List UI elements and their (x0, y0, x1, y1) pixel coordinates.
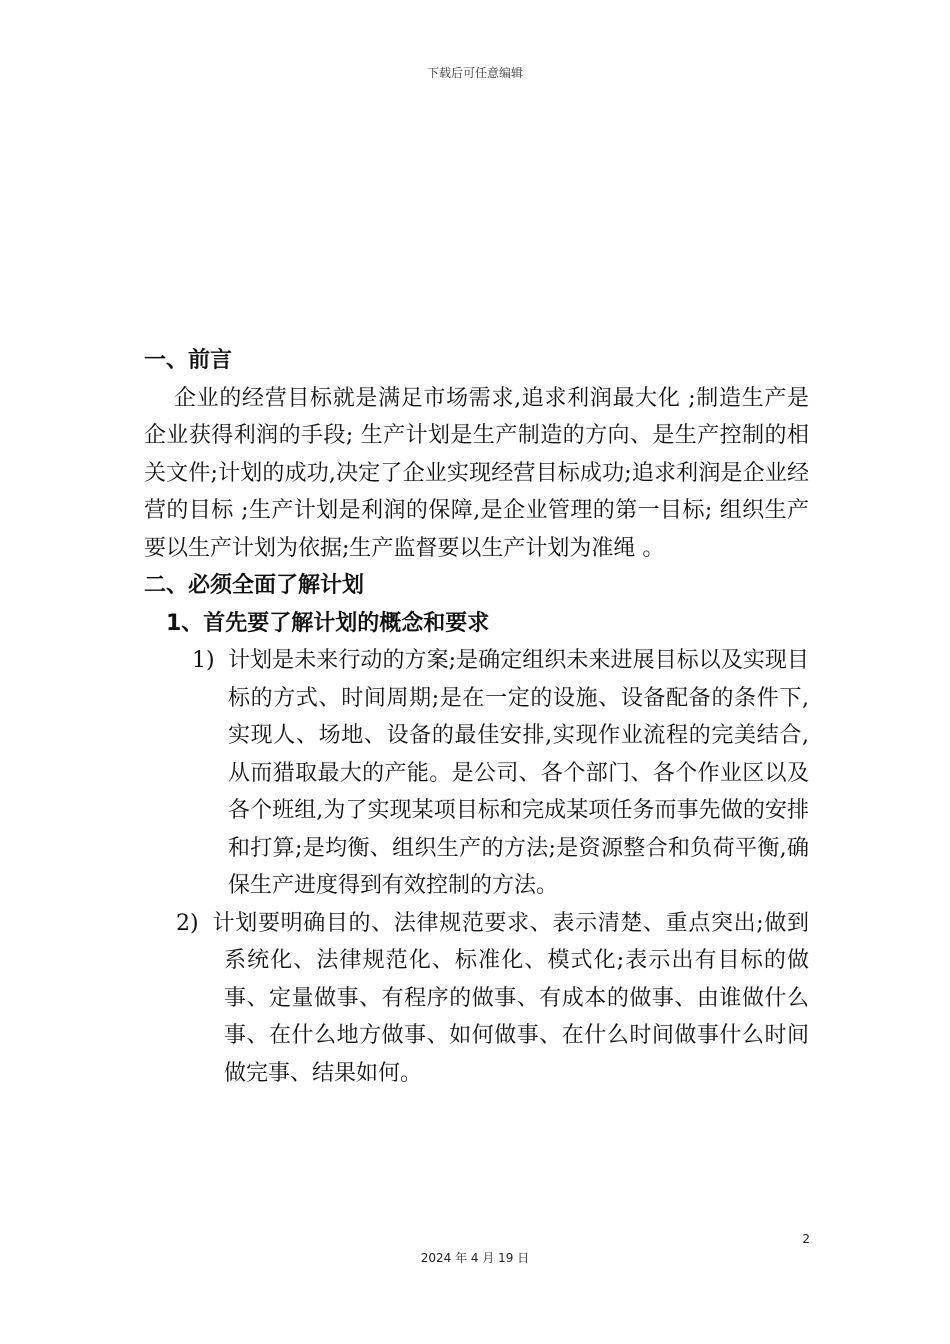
list-item-1-text: 计划是未来行动的方案;是确定组织未来进展目标以及实现目标的方式、时间周期;是在一定的设施、设备配备的条件下,实现人、场地、设备的最佳安排,实现作业流程的完美结合,从而猎取最大的产能。是公司、各个部门、各个作业区以及各个班组,为了实现某项目标和完成某项任务而事先做的安排和打算;是均衡、组织生产的方法;是资源整合和负荷平衡,确保生产进度得到有效控制的方法。 (228, 648, 809, 898)
subsection-1-heading: 1、首先要了解计划的概念和要求 (166, 610, 490, 636)
list-item-1-marker: 1) (192, 648, 215, 673)
section-1-heading: 一、前言 (144, 348, 233, 373)
list-item-2-marker: 2) (176, 910, 199, 936)
page-number: 2 (802, 1232, 810, 1246)
list-item-1 (144, 642, 809, 905)
section-1-paragraph: 企业的经营目标就是满足市场需求,追求利润最大化 ;制造生产是企业获得利润的手段; 生产计划是生产制造的方向、是生产控制的相关文件;计划的成功,决定了企业实现经营目标成功;追求利润是企业经营的目标 ;生产计划是利润的保障,是企业管理的第一目标; 组织生产要以生产计划为依据;生产监督要以生产计划为准绳 。 (144, 385, 809, 561)
list-item-2 (144, 905, 809, 1093)
section-2-heading: 二、必须全面了解计划 (144, 573, 365, 598)
page-header: 下载后可任意编辑 (426, 66, 523, 80)
document-body (144, 342, 809, 1092)
list-item-2-text: 计划要明确目的、法律规范要求、表示清楚、重点突出;做到系统化、法律规范化、标准化、模式化;表示出有目标的做事、定量做事、有程序的做事、有成本的做事、由谁做什么事、在什么地方做事、如何做事、在什么时间做事什么时间做完事、结果如何。 (212, 910, 809, 1086)
page-footer-date: 2024 年 4 月 19 日 (420, 1251, 530, 1265)
